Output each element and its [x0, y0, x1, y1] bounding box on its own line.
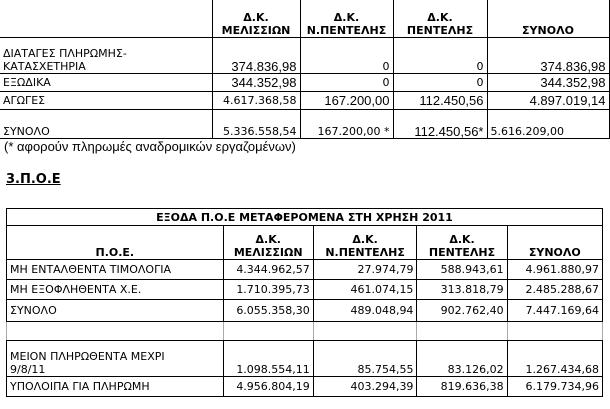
value-cell: 461.074,15 — [313, 280, 417, 300]
value-cell: 313.818,79 — [417, 280, 507, 300]
empty-cell — [417, 322, 507, 341]
value-cell: 4.956.804,19 — [223, 377, 313, 397]
header-label-cell — [0, 0, 212, 37]
table-row — [7, 341, 603, 377]
value-cell: 7.447.169,64 — [507, 300, 602, 322]
value-cell: 83.126,02 — [417, 341, 507, 377]
value-cell: 4.897.019,14 — [487, 91, 609, 109]
header-total — [487, 0, 609, 37]
row-label-line2: 9/8/11 — [10, 363, 46, 376]
value-cell: 6.055.358,30 — [223, 300, 313, 322]
row-label: ΑΓΩΓΕΣ — [0, 91, 212, 109]
row-label: ΣΥΝΟΛΟ — [7, 300, 224, 322]
value-cell: 588.943,61 — [417, 260, 507, 280]
value-cell: 0 — [393, 37, 487, 73]
empty-cell — [223, 322, 313, 341]
value-cell: 167.200,00 — [300, 91, 393, 109]
header-line1: Δ.Κ. — [333, 10, 360, 24]
row-label — [0, 37, 212, 73]
court-expenses-table — [0, 0, 610, 139]
value-cell: 112.450,56* — [393, 109, 487, 138]
value-cell: 112.450,56 — [393, 91, 487, 109]
header-line1: Δ.Κ. — [255, 233, 281, 246]
value-cell: 0 — [393, 73, 487, 91]
header-melission — [212, 0, 300, 37]
empty-cell — [7, 322, 224, 341]
header-n-pentelis — [313, 226, 417, 260]
row-label: ΜΗ ΕΝΤΑΛΘΕΝΤΑ ΤΙΜΟΛΟΓΙΑ — [7, 260, 224, 280]
header-line1: Δ.Κ. — [449, 233, 475, 246]
poe-expenses-table — [6, 208, 603, 397]
row-label — [7, 341, 224, 377]
section-title: 3.Π.Ο.Ε — [6, 172, 61, 187]
title-row — [7, 209, 603, 226]
row-label-line2: ΚΑΤΑΣΧΕΤΗΡΙΑ — [3, 59, 86, 73]
row-label-line1: ΜΕΙΟΝ ΠΛΗΡΩΘΕΝΤΑ ΜΕΧΡΙ — [10, 350, 165, 363]
header-line2: ΣΥΝΟΛΟ — [522, 23, 574, 37]
value-cell: 344.352,98 — [212, 73, 300, 91]
value-cell: 374.836,98 — [487, 37, 609, 73]
header-total: ΣΥΝΟΛΟ — [507, 226, 602, 260]
footnote: (* αφορούν πληρωμές αναδρομικών εργαζομένων) — [4, 139, 296, 154]
table-row-total — [7, 300, 603, 322]
row-label: ΣΥΝΟΛΟ — [0, 109, 212, 138]
header-n-pentelis — [300, 0, 393, 37]
header-melission — [223, 226, 313, 260]
value-cell: 4.961.880,97 — [507, 260, 602, 280]
table-row — [0, 73, 609, 91]
header-line2: Ν.ΠΕΝΤΕΛΗΣ — [306, 23, 387, 37]
row-label: ΕΞΩΔΙΚΑ — [0, 73, 212, 91]
header-pentelis — [393, 0, 487, 37]
value-cell: 403.294,39 — [313, 377, 417, 397]
value-cell: 344.352,98 — [487, 73, 609, 91]
value-cell: 902.762,40 — [417, 300, 507, 322]
value-cell: 489.048,94 — [313, 300, 417, 322]
row-label: ΜΗ ΕΞΟΦΛΗΘΕΝΤΑ Χ.Ε. — [7, 280, 224, 300]
value-cell: 5.336.558,54 — [212, 109, 300, 138]
value-cell: 1.098.554,11 — [223, 341, 313, 377]
header-poe: Π.Ο.Ε. — [7, 226, 224, 260]
row-label: ΥΠΟΛΟΙΠΑ ΓΙΑ ΠΛΗΡΩΜΗ — [7, 377, 224, 397]
value-cell: 4.617.368,58 — [212, 91, 300, 109]
header-line1: Δ.Κ. — [352, 233, 378, 246]
value-cell: 5.616.209,00 — [487, 109, 609, 138]
value-cell: 819.636,38 — [417, 377, 507, 397]
table-row — [0, 37, 609, 73]
header-line1: Δ.Κ. — [243, 10, 269, 24]
value-cell: 0 — [300, 37, 393, 73]
header-line2: ΜΕΛΙΣΣΙΩΝ — [233, 246, 303, 259]
table-row — [7, 260, 603, 280]
value-cell: 0 — [300, 73, 393, 91]
header-line2: ΠΕΝΤΕΛΗΣ — [428, 246, 496, 259]
value-cell: 1.267.434,68 — [507, 341, 602, 377]
spacer-row — [7, 322, 603, 341]
table-title: ΕΞΟΔΑ Π.Ο.Ε ΜΕΤΑΦΕΡΟΜΕΝΑ ΣΤΗ ΧΡΗΣΗ 2011 — [7, 209, 603, 226]
table-row — [7, 280, 603, 300]
header-line2: Ν.ΠΕΝΤΕΛΗΣ — [325, 246, 405, 259]
value-cell: 85.754,55 — [313, 341, 417, 377]
table-row-total — [0, 109, 609, 138]
value-cell: 4.344.962,57 — [223, 260, 313, 280]
table-row-remaining — [7, 377, 603, 397]
table-row — [0, 91, 609, 109]
empty-cell — [507, 322, 602, 341]
header-row — [7, 226, 603, 260]
header-line2: ΠΕΝΤΕΛΗΣ — [406, 23, 474, 37]
value-cell: 2.485.288,67 — [507, 280, 602, 300]
value-cell: 1.710.395,73 — [223, 280, 313, 300]
value-cell: 27.974,79 — [313, 260, 417, 280]
header-row — [0, 0, 609, 37]
value-cell: 167.200,00 * — [300, 109, 393, 138]
header-line2: ΜΕΛΙΣΣΙΩΝ — [221, 23, 291, 37]
row-label-line1: ΔΙΑΤΑΓΕΣ ΠΛΗΡΩΜΗΣ- — [3, 46, 127, 60]
value-cell: 6.179.734,96 — [507, 377, 602, 397]
empty-cell — [313, 322, 417, 341]
value-cell: 374.836,98 — [212, 37, 300, 73]
header-pentelis — [417, 226, 507, 260]
header-line1: Δ.Κ. — [427, 10, 453, 24]
